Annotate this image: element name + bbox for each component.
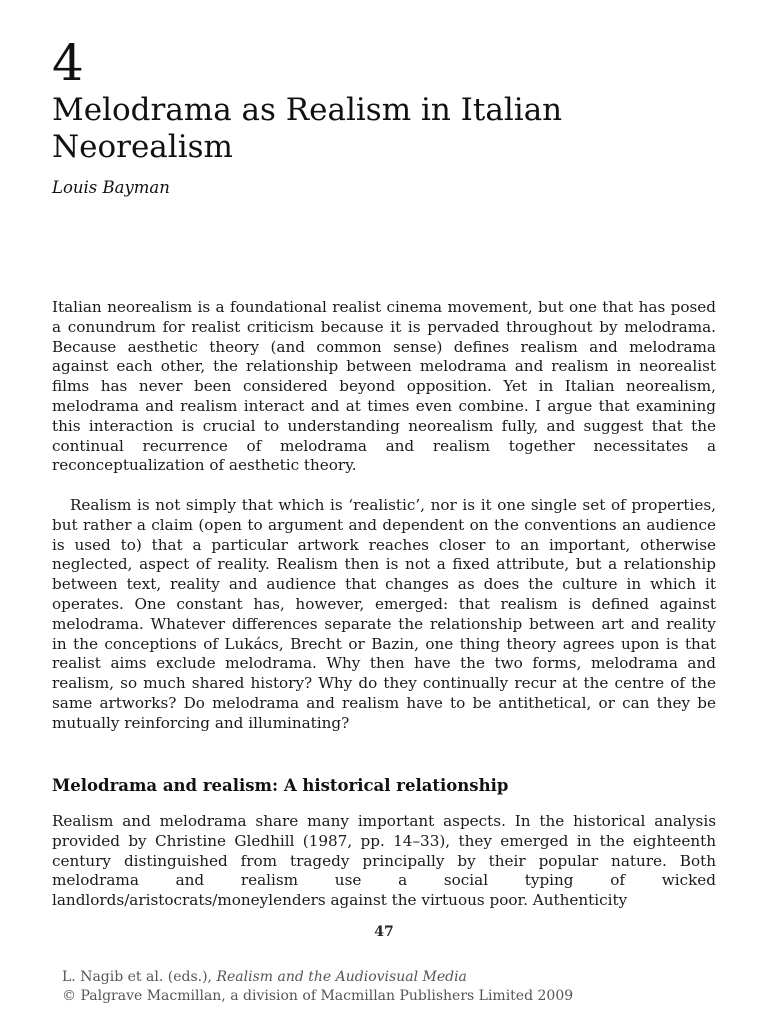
copyright-line: © Palgrave Macmillan, a division of Macmillan Publishers Limited 2009: [62, 988, 574, 1004]
copyright-footer: [62, 968, 573, 1006]
body-paragraph-2: Realism is not simply that which is ‘realistic’, nor is it one single set of properties, but rather a claim (open to argument and dependent on the conventions an audience is used to) that a particular artwork reaches closer to an important, otherwise neglected, aspect of reality. Realism then is not a fixed attribute, but a relationship between text, reality and audience that changes as does the culture in which it operates. One constant has, however, emerged: that realism is defined against melodrama. Whatever differences separate the relationship between art and reality in the conceptions of Lukács, Brecht or Bazin, one thing theory agrees upon is that realist aims exclude melodrama. Why then have the two forms, melodrama and realism, so much shared history? Why do they continually recur at the centre of the same artworks? Do melodrama and realism have to be antithetical, or can they be mutually reinforcing and illuminating?: [52, 496, 716, 732]
citation-line: [62, 968, 573, 987]
body-paragraph-1: Italian neorealism is a foundational realist cinema movement, but one that has posed a conundrum for realist criticism because it is pervaded throughout by melodrama. Because aesthetic theory (and common sense) defines realism and melodrama against each other, the relationship between melodrama and realism in neorealist films has never been considered beyond opposition. Yet in Italian neorealism, melodrama and realism interact and at times even combine. I argue that examining this interaction is crucial to understanding neorealism fully, and suggest that the continual recurrence of melodrama and realism together necessitates a reconceptualization of aesthetic theory.: [52, 298, 716, 475]
chapter-title: Melodrama as Realism in Italian Neorealism: [52, 92, 563, 165]
page-number: 47: [374, 924, 394, 940]
section-heading: Melodrama and realism: A historical relationship: [52, 776, 509, 795]
author-name: Louis Bayman: [52, 178, 170, 197]
body-paragraph-3: Realism and melodrama share many important aspects. In the historical analysis provided by Christine Gledhill (1987, pp. 14–33), they emerged in the eighteenth century distinguished from tragedy principally by their popular nature. Both melodrama and realism use a social typing of wicked landlords/aristocrats/moneylenders against the virtuous poor. Authenticity: [52, 812, 716, 910]
chapter-number: 4: [52, 34, 84, 92]
book-title: Realism and the Audiovisual Media: [216, 969, 467, 985]
citation-prefix: L. Nagib et al. (eds.),: [62, 969, 212, 985]
